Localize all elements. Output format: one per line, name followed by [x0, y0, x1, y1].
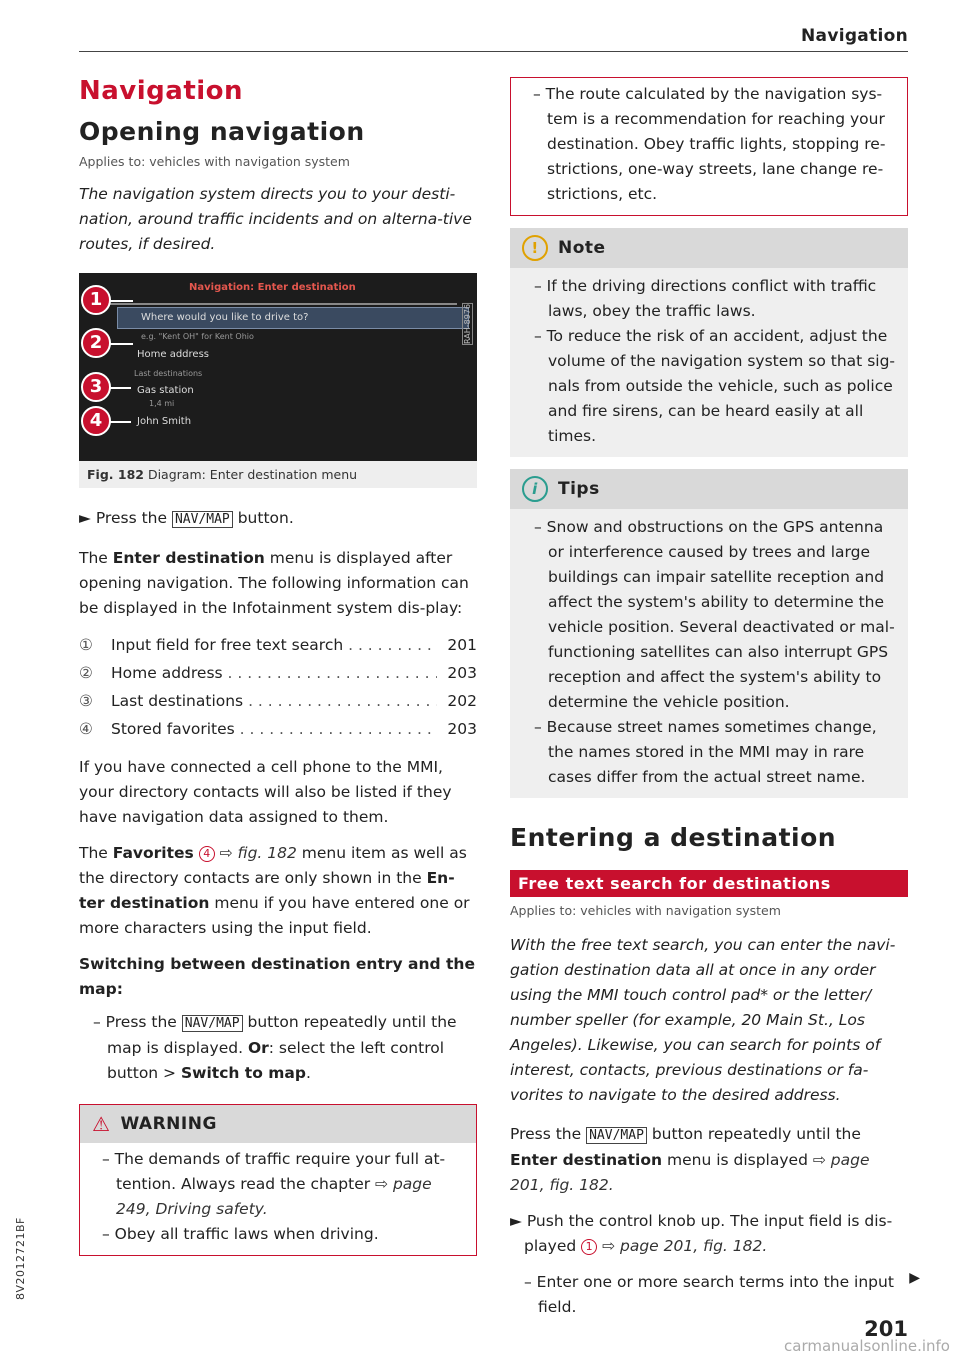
callout-1: 1 [81, 285, 111, 315]
route-warning-continued [510, 77, 908, 216]
chapter-title: Navigation [79, 76, 244, 106]
bold-term: Enter destination [112, 549, 265, 567]
warning-title: WARNING [120, 1114, 217, 1134]
text-span: menu is displayed after opening navigation. The following information can be displayed in the Infotainment system dis-play: [79, 549, 469, 617]
applies-to: Applies to: vehicles with navigation system [79, 154, 350, 169]
legend-label: Last destinations . . . [111, 687, 437, 715]
caption-label: Fig. 182 [87, 467, 144, 482]
bold-term: Favorites [112, 844, 194, 862]
text-span: The [79, 549, 108, 567]
screen-hint-text: e.g. "Kent OH" for Kent Ohio [141, 332, 254, 341]
callout-line-4 [109, 421, 131, 423]
legend-page: 203 [447, 664, 477, 682]
intro-text: The navigation system directs you to your desti-nation, around traffic incidents and on alterna-tive routes, if desired. [79, 185, 472, 253]
note-item: – To reduce the risk of an accident, adjust the volume of the navigation system so that sig-nals from outside the vehicle, such as police and fire sirens, can be heard easily at all times. [534, 327, 896, 445]
note-exclamation-icon: ! [522, 235, 548, 261]
note-box [510, 228, 908, 457]
favorites-paragraph [79, 841, 477, 941]
phone-paragraph: If you have connected a cell phone to the MMI, your directory contacts will also be listed if they have navigation data assigned to them. [79, 758, 452, 826]
step-press-nav [79, 506, 477, 532]
legend-label: Input field for free text search . . . [111, 631, 437, 659]
callout-3: 3 [81, 372, 111, 402]
legend-page: 203 [447, 720, 477, 738]
callout-line-1 [109, 300, 133, 302]
text-span: menu item as well as the directory contacts are only shown in the [79, 844, 467, 887]
legend-list [79, 631, 477, 743]
tips-title: Tips [558, 479, 600, 499]
text-span: – The demands of traffic require your full at-tention. Always read the chapter [102, 1150, 446, 1193]
applies-to: Applies to: vehicles with navigation system [510, 903, 781, 918]
section-title: Opening navigation [79, 117, 365, 146]
legend-item [79, 631, 477, 659]
legend-page: 201 [447, 636, 477, 654]
page-number: 201 [864, 1317, 908, 1341]
right-column [510, 77, 908, 1320]
push-knob-step [510, 1209, 908, 1259]
note-body [510, 268, 908, 457]
legend-item [79, 687, 477, 715]
tips-item: – Because street names sometimes change, the names stored in the MMI may in rare cases differ from the actual street name. [534, 718, 877, 786]
text-span: : select the left control button > [107, 1039, 445, 1082]
tips-body [510, 509, 908, 798]
route-item: – The route calculated by the navigation sys-tem is a recommendation for reaching your destination. Obey traffic lights, stopping re-strictions, one-way streets, lane change re-strictions, etc. [533, 85, 886, 203]
text-span: – Press the [93, 1013, 177, 1031]
figure-182 [79, 273, 477, 488]
callout-line-3 [109, 387, 131, 389]
free-text-search-banner: Free text search for destinations [510, 870, 908, 897]
nav-map-key: NAV/MAP [172, 511, 233, 528]
legend-num: ③ [79, 692, 93, 710]
note-item: – If the driving directions conflict with traffic laws, obey the traffic laws. [534, 277, 877, 320]
warning-box [79, 1104, 477, 1256]
continue-arrow-icon: ▶ [909, 1270, 920, 1286]
press-nav-paragraph [510, 1122, 908, 1198]
legend-num: ② [79, 664, 93, 682]
switch-step [79, 1010, 477, 1086]
legend-item [79, 659, 477, 687]
figure-caption [79, 461, 477, 488]
bold-term: Or [247, 1039, 269, 1057]
header-rule [79, 51, 908, 52]
warning-triangle-icon: ⚠ [92, 1112, 111, 1136]
legend-num: ④ [79, 720, 93, 738]
warning-item: – Obey all traffic laws when driving. [102, 1225, 379, 1243]
callout-4: 4 [81, 406, 111, 436]
screen-gas-station: Gas station [137, 385, 194, 396]
tips-box [510, 469, 908, 798]
page-reference: ⇨ page 201, fig. 182. [602, 1237, 768, 1255]
text-span: Press the [510, 1125, 582, 1143]
tips-item: – Snow and obstructions on the GPS antenna or interference caused by trees and large buildings can impair satellite reception and affect the system's ability to determine the vehicle position. Several deactivated or mal-functioning satellites can also interrupt GPS reception and affect the system's ability to determine the vehicle position. [534, 518, 895, 711]
screen-last-destinations: Last destinations [134, 369, 203, 378]
text-span: ► Push the control knob up. The input field is dis-played [510, 1212, 893, 1255]
switch-heading: Switching between destination entry and the map: [79, 955, 475, 998]
enter-search-step: – Enter one or more search terms into the input field. [524, 1273, 894, 1316]
bold-term: Enter destination [510, 1151, 663, 1169]
entering-destination-title: Entering a destination [510, 823, 837, 852]
page-reference: ⇨ page 249, Driving safety. [116, 1175, 432, 1218]
figure-reference: ⇨ fig. 182 [219, 844, 297, 862]
callout-ref-1: 1 [581, 1239, 597, 1255]
watermark: carmanualsonline.info [784, 1337, 950, 1355]
tips-info-icon: i [522, 476, 548, 502]
callout-2: 2 [81, 328, 111, 358]
legend-page: 202 [447, 692, 477, 710]
callout-line-2 [109, 343, 133, 345]
legend-label: Stored favorites . . . [111, 715, 437, 743]
callout-ref-4: 4 [199, 846, 215, 862]
screen-gas-distance: 1,4 mi [149, 399, 175, 408]
bold-term: Switch to map [180, 1064, 306, 1082]
left-column [79, 70, 477, 1256]
screen-title: Navigation: Enter destination [189, 282, 356, 293]
note-header [510, 228, 908, 268]
screen-home-address: Home address [137, 349, 209, 360]
text-span: menu if you have entered one or more characters using the input field. [79, 894, 470, 937]
free-text-intro: With the free text search, you can enter the navi-gation destination data all at once in any order using the MMI touch control pad* or the letter/ number speller (for example, 20 Main St., Los Angeles). Likewise, you can search for points of interest, contacts, previous destinations or fa-vorites to navigate to the desired address. [510, 936, 896, 1104]
screen-divider [109, 303, 457, 305]
legend-item [79, 715, 477, 743]
nav-map-key: NAV/MAP [586, 1127, 647, 1144]
enter-destination-paragraph [79, 546, 477, 621]
text-span: . [305, 1064, 311, 1082]
legend-label: Home address . . . [111, 659, 437, 687]
screen-input-text: Where would you like to drive to? [141, 312, 309, 323]
step-button-text: button. [237, 509, 294, 527]
tips-header [510, 469, 908, 509]
page-section-header: Navigation [801, 26, 908, 46]
legend-num: ① [79, 636, 93, 654]
warning-header [80, 1105, 476, 1143]
arrow-bullet: ► [79, 509, 96, 527]
side-document-code: 8V2012721BF [14, 1217, 27, 1300]
nav-map-key: NAV/MAP [182, 1015, 243, 1032]
screen-favorite: John Smith [137, 416, 192, 427]
text-span: button repeatedly until the [651, 1125, 861, 1143]
mmi-screen-diagram [79, 273, 477, 461]
figure-code: RAH-8976 [463, 304, 472, 344]
caption-text: Diagram: Enter destination menu [147, 467, 358, 482]
warning-body [80, 1143, 476, 1255]
text-span: button repeatedly until the map is displayed. [107, 1013, 457, 1057]
text-span: The [79, 844, 108, 862]
page-reference: ⇨ page 201, fig. 182. [510, 1151, 870, 1194]
step-press-text: Press the [95, 509, 168, 527]
bold-term: En-ter destination [79, 869, 455, 912]
note-title: Note [558, 238, 606, 258]
warning-item [92, 1147, 464, 1222]
text-span: menu is displayed [666, 1151, 808, 1169]
